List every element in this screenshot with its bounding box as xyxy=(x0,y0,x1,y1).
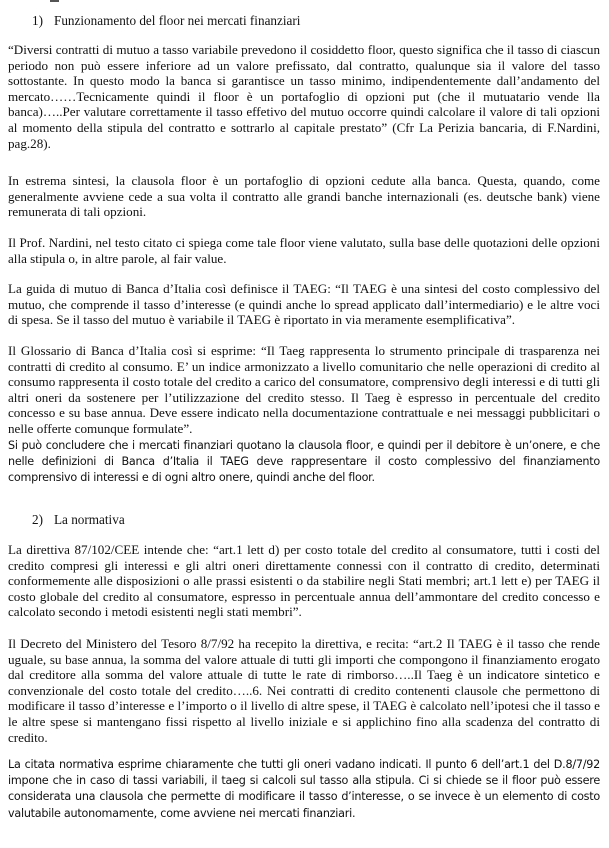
paragraph-prof-nardini: Il Prof. Nardini, nel testo citato ci spiega come tale floor viene valutato, sulla base delle quotazioni delle opzioni alla stipula o, in altre parole, al fair value. xyxy=(8,235,600,266)
paragraph-conclusione: Si può concludere che i mercati finanziari quotano la clausola floor, e quindi per il debitore è un’onere, e che nelle definizioni di Banca d’Italia il TAEG deve rappresentare il costo complessivo del finanziamento comprensivo di interessi e di ogni altro onere, quindi anche del floor. xyxy=(8,439,600,485)
paragraph-quote-nardini: “Diversi contratti di mutuo a tasso variabile prevedono il cosiddetto floor, questo significa che il tasso di ciascun periodo non può essere inferiore ad un valore prefissato, dal contratto, qualunque sia il valore del tasso sottostante. In questo modo la banca si garantisce un tasso minimo, indipendentemente dall’andamento del mercato……Tecnicamente quindi il floor è un portafoglio di opzioni put (che il mutuatario vende lla banca)…..Per valutare correttamente il tasso effetivo del mutuo occorre quindi calcolare il valore di tali opzioni al momento della stipula del contratto e sottrarlo al capitale prestato” (Cfr La Perizia bancaria, di F.Nardini, pag.28). xyxy=(8,42,600,151)
section-heading-1 xyxy=(32,13,300,29)
section-title: Funzionamento del floor nei mercati finanziari xyxy=(54,13,301,28)
paragraph-direttiva: La direttiva 87/102/CEE intende che: “art.1 lett d) per costo totale del credito al consumatore, tutti i costi del credito compresi gli interessi e gli altri oneri direttamente connessi con il contratto di credito, determinati conformemente alle disposizioni o alle prassi esistenti o da stabilire negli Stati membri; art.1 lett e) per TAEG il costo globale del credito al consumatore, espresso in percentuale annua dell’ammontare del credito concesso e calcolato secondo i metodi esistenti negli stati membri”. xyxy=(8,542,600,620)
section-title: La normativa xyxy=(54,512,125,527)
section-heading-2 xyxy=(32,512,125,528)
paragraph-decreto: Il Decreto del Ministero del Tesoro 8/7/92 ha recepito la direttiva, e recita: “art.2 Il TAEG è il tasso che rende uguale, su base annua, la somma del valore attuale di tutti gli importi che compongono il finanziamento erogato dal creditore alla somma del valore attuale di tutte le rate di rimborso…..Il Taeg è un indicatore sintetico e convenzionale del costo totale del credito…..6. Nei contratti di credito contenenti clausole che permettono di modificare il tasso d’interesse e l’importo o il livello di altre spese, il TAEG è calcolato nell’ipotesi che il tasso e le altre spese si mantengano fissi rispetto al livello iniziale e si applichino fino alla scadenza del contratto di credito. xyxy=(8,636,600,745)
section-number: 2) xyxy=(32,512,43,527)
section-number: 1) xyxy=(32,13,43,28)
paragraph-guida-mutuo: La guida di mutuo di Banca d’Italia così definisce il TAEG: “Il TAEG è una sintesi del costo complessivo del mutuo, che comprende il tasso d’interesse (e quindi anche lo spread applicato dall’intermediario) e le altre voci di spesa. Se il tasso del mutuo è variabile il TAEG è riportato in via meramente esemplificativa”. xyxy=(8,281,600,328)
paragraph-glossario: Il Glossario di Banca d’Italia così si esprime: “Il Taeg rappresenta lo strumento principale di trasparenza nei contratti di credito al consumo. E’ un indice armonizzato a livello comunitario che nelle operazioni di credito al consumo rappresenta il costo totale del credito a carico del consumatore, comprensivo degli interessi e di tutti gli altri oneri da sostenere per l’utilizzazione del credito stesso. Il Taeg è espresso in percentuale del credito concesso e su base annua. Deve essere indicato nella documentazione contrattuale e nei messaggi pubblicitari o nelle offerte comunque formulate”. xyxy=(8,343,600,436)
cursor-mark xyxy=(50,0,59,2)
paragraph-sintesi: In estrema sintesi, la clausola floor è un portafoglio di opzioni cedute alla banca. Questa, quando, come generalmente avviene cede a sua volta il contratto alle grandi banche internazionali (es. deutsche bank) viene remunerata di tali opzioni. xyxy=(8,173,600,220)
paragraph-citata-normativa: La citata normativa esprime chiaramente che tutti gli oneri vadano indicati. Il punto 6 dell’art.1 del D.8/7/92 impone che in caso di tassi variabili, il taeg si calcoli sul tasso alla stipula. Ci si chiede se il floor può essere considerata una clausola che permette di modificare il tasso d’interesse, o se invece è un elemento di costo valutabile autonomamente, come avviene nei mercati finanziari. xyxy=(8,758,600,820)
